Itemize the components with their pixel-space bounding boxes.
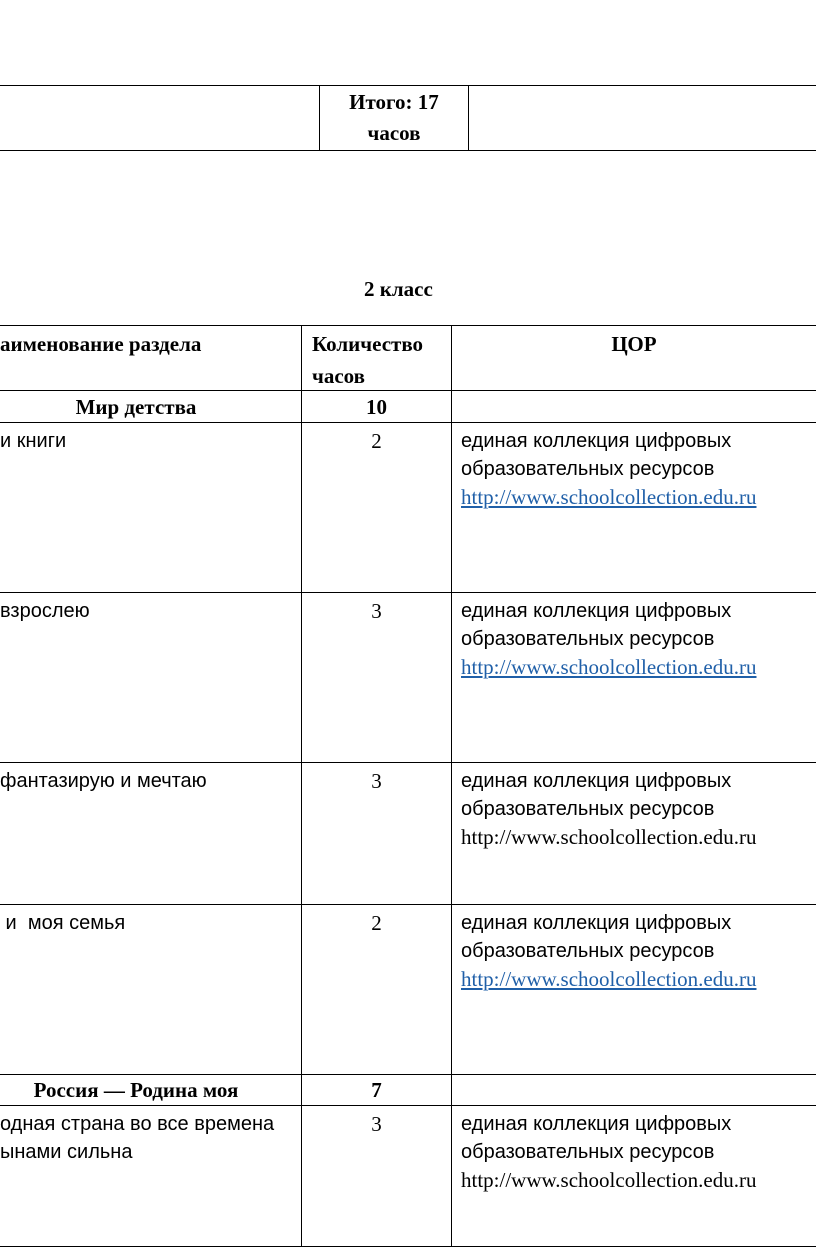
topic-name: и моя семья <box>0 912 126 934</box>
section-title: Мир детства <box>75 395 197 419</box>
top-table-border-bottom <box>0 150 816 151</box>
resource-line2: образовательных ресурсов <box>461 940 715 962</box>
resource-link[interactable]: http://www.schoolcollection.edu.ru <box>461 655 757 679</box>
total-hours-line2: часов <box>367 121 421 145</box>
resource-line1: единая коллекция цифровых <box>461 600 732 622</box>
table-line <box>0 325 816 326</box>
resource-line2: образовательных ресурсов <box>461 1141 715 1163</box>
table-line <box>0 422 816 423</box>
topic-hours: 2 <box>371 911 382 935</box>
resource-line1: единая коллекция цифровых <box>461 1113 732 1135</box>
class-heading: 2 класс <box>364 277 433 301</box>
resource-line2: образовательных ресурсов <box>461 798 715 820</box>
table-line <box>0 592 816 593</box>
table-column-divider <box>451 325 452 1247</box>
resource-link[interactable]: http://www.schoolcollection.edu.ru <box>461 485 757 509</box>
header-hours-line1: Количество <box>312 332 424 356</box>
resource-line1: единая коллекция цифровых <box>461 770 732 792</box>
total-hours-line1: Итого: 17 <box>349 90 439 114</box>
header-hours-line2: часов <box>312 364 365 388</box>
topic-name-line2: ынами сильна <box>0 1141 133 1163</box>
resource-line2: образовательных ресурсов <box>461 458 715 480</box>
topic-hours: 3 <box>371 599 382 623</box>
resource-url: http://www.schoolcollection.edu.ru <box>461 825 757 849</box>
table-line <box>0 1246 816 1247</box>
topic-hours: 3 <box>371 1112 382 1136</box>
topic-hours: 3 <box>371 769 382 793</box>
topic-name: взрослею <box>0 600 90 622</box>
topic-name: фантазирую и мечтаю <box>0 770 207 792</box>
resource-line2: образовательных ресурсов <box>461 628 715 650</box>
topic-name: одная страна во все времена <box>0 1113 275 1135</box>
topic-hours: 2 <box>371 429 382 453</box>
table-line <box>0 762 816 763</box>
table-line <box>0 1105 816 1106</box>
section-hours: 7 <box>371 1078 382 1102</box>
top-table-divider <box>468 85 469 151</box>
table-line <box>0 904 816 905</box>
top-table-border-top <box>0 85 816 86</box>
resource-url: http://www.schoolcollection.edu.ru <box>461 1168 757 1192</box>
topic-name: и книги <box>0 430 67 452</box>
table-line <box>0 390 816 391</box>
header-section-name: аименование раздела <box>0 332 202 356</box>
resource-line1: единая коллекция цифровых <box>461 430 732 452</box>
header-resources: ЦОР <box>611 332 657 356</box>
section-title: Россия — Родина моя <box>33 1078 239 1102</box>
table-line <box>0 1074 816 1075</box>
resource-line1: единая коллекция цифровых <box>461 912 732 934</box>
section-hours: 10 <box>366 395 387 419</box>
resource-link[interactable]: http://www.schoolcollection.edu.ru <box>461 967 757 991</box>
